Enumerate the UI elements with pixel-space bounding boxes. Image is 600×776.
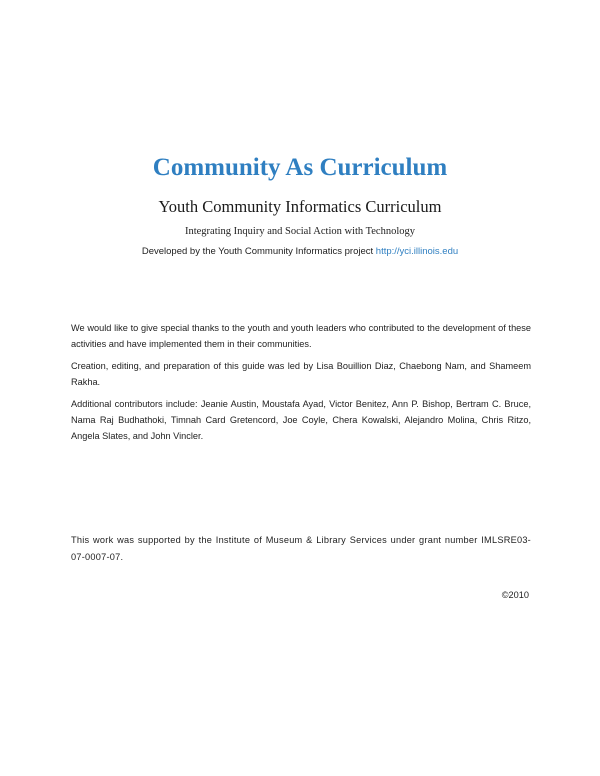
funding-statement: This work was supported by the Institute of Museum & Library Services under grant number IMLSRE03-07-0007-07. — [71, 535, 531, 562]
document-subtitle: Youth Community Informatics Curriculum — [158, 197, 442, 216]
copyright-notice: ©2010 — [501, 590, 529, 600]
developed-by-line — [0, 246, 600, 257]
contributors-paragraph: Additional contributors include: Jeanie Austin, Moustafa Ayad, Victor Benitez, Ann P. Bishop, Bertram C. Bruce, Nama Raj Budhathoki, Timnah Card Gretencord, Joe Coyle, Chera Kowalski, Alejandro Molina, Chris Ritzo, Angela Slates, and John Vincler. — [71, 399, 531, 441]
document-tagline: Integrating Inquiry and Social Action with Technology — [184, 226, 416, 237]
document-title: Community As Curriculum — [152, 154, 448, 181]
thanks-paragraph: We would like to give special thanks to the youth and youth leaders who contributed to the development of these activities and have implemented them in their communities. — [71, 323, 531, 349]
developed-by-text: Developed by the Youth Community Informatics project — [141, 246, 374, 257]
creation-paragraph: Creation, editing, and preparation of this guide was led by Lisa Bouillion Diaz, Chaebong Nam, and Shameem Rakha. — [71, 361, 531, 387]
project-link[interactable]: http://yci.illinois.edu — [375, 246, 459, 257]
